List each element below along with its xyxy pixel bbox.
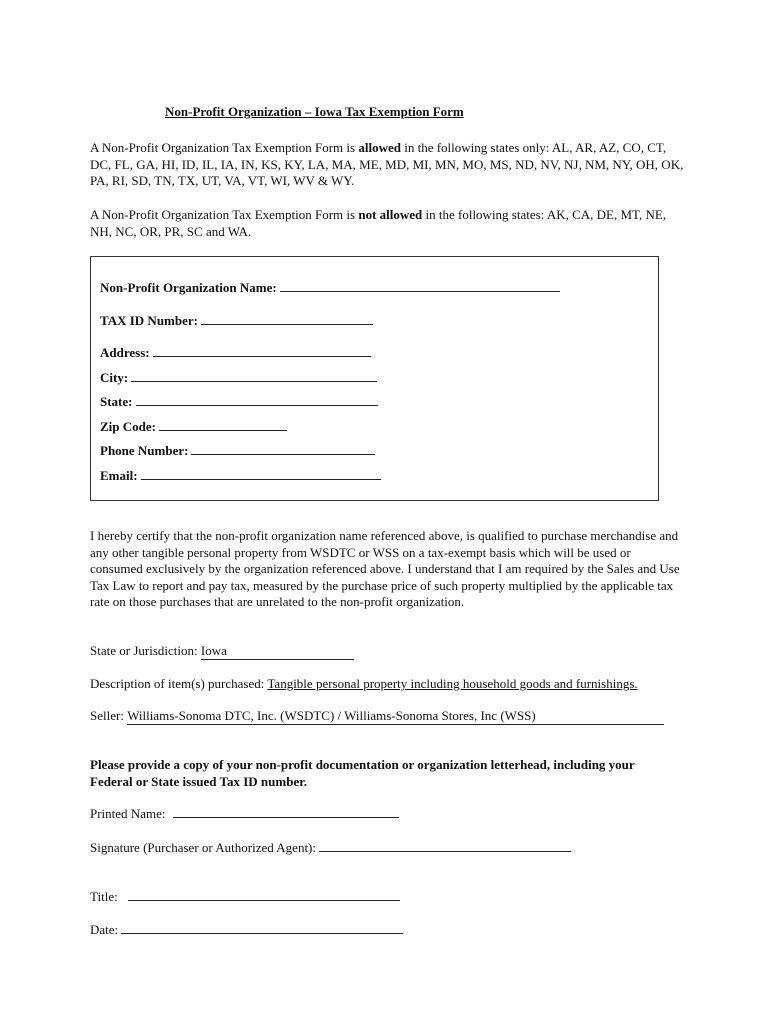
not-allowed-suffix: in the following states: AK, CA, DE, MT, NE, NH, NC, OR, PR, SC and WA.: [90, 207, 667, 239]
state-label: State:: [100, 394, 133, 409]
phone-number-field[interactable]: [100, 442, 375, 459]
seller-line: [90, 708, 664, 725]
title-input-line[interactable]: [128, 888, 400, 901]
seller-label: Seller:: [90, 708, 128, 723]
allowed-states-paragraph: [90, 140, 690, 190]
title-label: Title:: [90, 889, 118, 904]
allowed-emphasis: allowed: [358, 140, 401, 155]
date-input-line[interactable]: [121, 921, 403, 934]
email-input-line[interactable]: [141, 467, 381, 480]
state-field[interactable]: [100, 393, 378, 410]
form-title: Non-Profit Organization – Iowa Tax Exemption Form: [165, 104, 464, 119]
city-input-line[interactable]: [131, 369, 377, 382]
not-allowed-prefix: A Non-Profit Organization Tax Exemption Form is: [90, 207, 359, 222]
org-name-input-line[interactable]: [280, 279, 560, 292]
city-label: City:: [100, 370, 129, 385]
address-field[interactable]: [100, 344, 371, 361]
zip-code-field[interactable]: [100, 418, 287, 435]
date-label: Date:: [90, 922, 119, 937]
org-name-field[interactable]: [100, 279, 560, 296]
documentation-instruction: Please provide a copy of your non-profit documentation or organization letterhead, including your Federal or State issued Tax ID number.: [90, 757, 635, 789]
email-label: Email:: [100, 468, 138, 483]
printed-name-label: Printed Name:: [90, 806, 166, 821]
tax-id-field[interactable]: [100, 312, 373, 329]
zip-code-input-line[interactable]: [159, 418, 287, 431]
description-value: Tangible personal property including household goods and furnishings.: [267, 676, 638, 691]
allowed-prefix: A Non-Profit Organization Tax Exemption Form is: [90, 140, 359, 155]
address-input-line[interactable]: [153, 344, 371, 357]
printed-name-input-line[interactable]: [173, 805, 399, 818]
city-field[interactable]: [100, 369, 377, 386]
description-line: [90, 676, 638, 692]
tax-id-label: TAX ID Number:: [100, 313, 198, 328]
printed-name-field[interactable]: [90, 805, 399, 822]
signature-input-line[interactable]: [319, 839, 571, 852]
jurisdiction-value: Iowa: [201, 643, 354, 660]
phone-number-input-line[interactable]: [191, 442, 375, 455]
allowed-suffix: in the following states only: AL, AR, AZ, CO, CT, DC, FL, GA, HI, ID, IL, IA, IN, KS, KY, LA, MA, ME, MD, MI, MN, MO, MS, ND, NV, NJ, NM, NY, OH, OK, PA, RI, SD, TN, TX, UT, VA, VT, WI, WV & WY.: [90, 140, 684, 188]
tax-id-input-line[interactable]: [201, 312, 373, 325]
not-allowed-states-paragraph: [90, 207, 690, 240]
phone-number-label: Phone Number:: [100, 443, 189, 458]
title-field[interactable]: [90, 888, 400, 905]
not-allowed-emphasis: not allowed: [358, 207, 423, 222]
date-field[interactable]: [90, 921, 403, 938]
jurisdiction-label: State or Jurisdiction:: [90, 643, 201, 658]
zip-code-label: Zip Code:: [100, 419, 156, 434]
description-label: Description of item(s) purchased:: [90, 676, 268, 691]
state-input-line[interactable]: [136, 393, 378, 406]
jurisdiction-line: [90, 643, 354, 660]
signature-field[interactable]: [90, 839, 571, 856]
certification-paragraph: I hereby certify that the non-profit organization name referenced above, is qualified to purchase merchandise and any other tangible personal property from WSDTC or WSS on a tax-exempt basis which will be used or consumed exclusively by the organization referenced above. I understand that I am required by the Sales and Use Tax Law to report and pay tax, measured by the purchase price of such property multiplied by the applicable tax rate on those purchases that are unrelated to the non-profit organization.: [90, 528, 680, 609]
email-field[interactable]: [100, 467, 381, 484]
org-name-label: Non-Profit Organization Name:: [100, 280, 277, 295]
address-label: Address:: [100, 345, 150, 360]
organization-info-box: [90, 256, 659, 501]
signature-label: Signature (Purchaser or Authorized Agent):: [90, 840, 316, 855]
seller-value: Williams-Sonoma DTC, Inc. (WSDTC) / Williams-Sonoma Stores, Inc (WSS): [127, 708, 664, 725]
